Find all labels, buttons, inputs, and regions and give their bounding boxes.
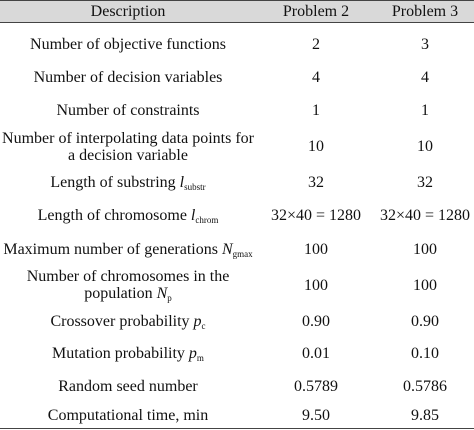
row-value-problem-2: 0.5789 <box>294 377 338 395</box>
row-value-problem-3: 0.5786 <box>403 377 447 395</box>
symbol: p <box>193 312 202 330</box>
table-row <box>0 402 474 428</box>
row-value-problem-2: 1 <box>312 101 320 119</box>
bottom-rule <box>0 428 474 429</box>
row-value-problem-3: 4 <box>421 69 429 86</box>
header-description: Description <box>90 3 166 20</box>
row-label-line-1: Number of interpolating data points for <box>2 129 254 147</box>
table-row <box>0 167 474 197</box>
symbol: N <box>221 240 233 258</box>
row-value-problem-2: 32 <box>308 173 324 191</box>
table-row <box>0 126 474 167</box>
symbol: l <box>190 207 196 224</box>
row-value-problem-2: 0.90 <box>302 312 330 330</box>
row-label: Maximum number of generations $N_{gmax}$ <box>3 240 253 259</box>
row-value-problem-3: 0.10 <box>411 344 439 362</box>
row-value-problem-2: 9.50 <box>302 406 330 424</box>
table-row <box>0 336 474 370</box>
row-value-problem-3: 1 <box>421 101 429 119</box>
row-value-problem-2: 2 <box>312 35 320 53</box>
table-row <box>0 264 474 306</box>
table-row <box>0 94 474 126</box>
row-label: Length of substring $l_{substr}$ <box>50 173 206 192</box>
symbol: l <box>179 173 185 191</box>
row-value-problem-3: 9.85 <box>411 406 439 424</box>
table-row <box>0 234 474 264</box>
table-row <box>0 370 474 402</box>
symbol-subscript: c <box>201 320 206 331</box>
row-value-problem-3: 100 <box>413 276 437 294</box>
row-label <box>27 268 230 302</box>
symbol-subscript: chrom <box>195 215 219 225</box>
row-label-line-2: population $N_p$ <box>84 285 172 303</box>
row-label: Number of decision variables <box>33 69 223 86</box>
table-row <box>0 197 474 234</box>
row-label: Random seed number <box>58 377 198 395</box>
row-value-problem-2: 100 <box>304 240 328 258</box>
row-value-problem-3: 0.90 <box>411 312 439 330</box>
symbol-subscript: gmax <box>232 248 253 259</box>
symbol-subscript: m <box>196 352 204 363</box>
header-problem-2: Problem 2 <box>282 3 350 20</box>
header-problem-3: Problem 3 <box>391 3 459 20</box>
row-value-problem-2: 32×40 = 1280 <box>270 207 362 224</box>
row-value-problem-2: 10 <box>308 138 324 155</box>
row-value-problem-3: 10 <box>417 138 433 155</box>
row-label: Number of constraints <box>56 101 200 119</box>
row-label: Length of chromosome $l_{chrom}$ <box>37 207 219 225</box>
row-value-problem-2: 4 <box>312 69 320 86</box>
row-value-problem-3: 100 <box>413 240 437 258</box>
row-label: Computational time, min <box>47 406 209 424</box>
row-label <box>2 130 254 164</box>
row-value-problem-3: 32×40 = 1280 <box>379 207 471 224</box>
row-label-line-2: a decision variable <box>68 146 188 164</box>
row-label-line-1: Number of chromosomes in the <box>26 268 230 285</box>
symbol-subscript: substr <box>184 181 206 192</box>
table-row <box>0 306 474 336</box>
symbol: p <box>188 344 197 362</box>
row-value-problem-2: 100 <box>304 276 328 294</box>
row-label: Mutation probability $p_m$ <box>52 344 204 363</box>
table-row <box>0 61 474 94</box>
table-header <box>0 0 474 23</box>
symbol: N <box>156 285 168 302</box>
row-value-problem-2: 0.01 <box>302 344 330 362</box>
table-row <box>0 27 474 61</box>
row-label: Crossover probability $p_c$ <box>50 312 206 331</box>
row-value-problem-3: 32 <box>417 173 433 191</box>
symbol-subscript: p <box>167 293 172 303</box>
row-value-problem-3: 3 <box>421 35 429 53</box>
row-label: Number of objective functions <box>30 35 226 53</box>
